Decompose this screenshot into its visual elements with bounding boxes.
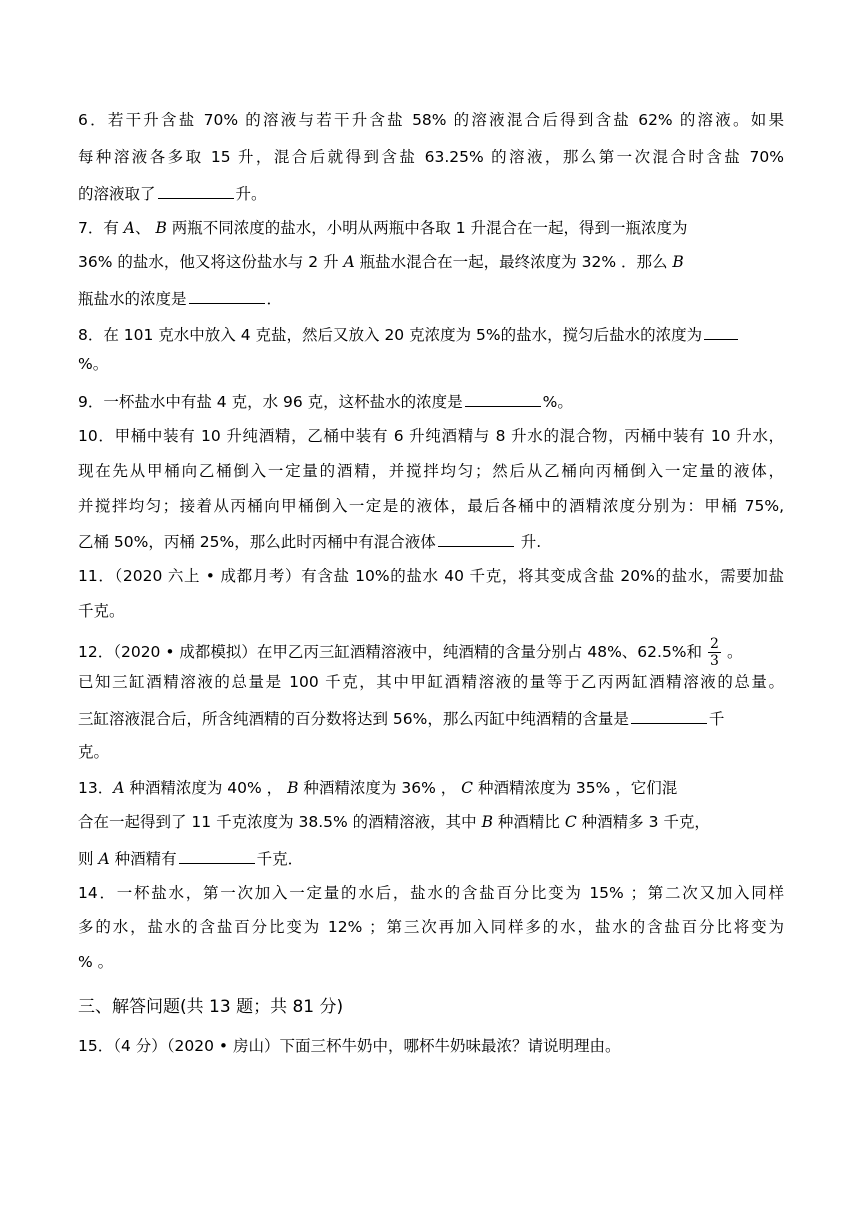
question-13-line-1: 13．A 种酒精浓度为 40% ， B 种酒精浓度为 36% ， C 种酒精浓度为 35% ，它们混: [78, 779, 678, 797]
question-12-line-2: 已知三缸酒精溶液的总量是 100 千克，其中甲缸酒精溶液的量等于乙丙两缸酒精溶液的总量。: [78, 673, 784, 691]
question-6-line-3: 的溶液取了 升。: [78, 182, 784, 204]
question-8-line-2: %。: [78, 355, 109, 373]
question-13-line-3: 则 A 种酒精有 千克．: [78, 847, 784, 869]
answer-blank[interactable]: [465, 390, 541, 407]
question-14-line-2: 多的水，盐水的含盐百分比变为 12% ；第三次再加入同样多的水，盐水的含盐百分比将变为: [78, 918, 784, 936]
question-10-line-4: 乙桶 50%，丙桶 25%，那么此时丙桶中有混合液体 升.: [78, 530, 784, 552]
section-title: 三、解答问题(共 13 题；共 81 分): [78, 997, 344, 1017]
question-10-line-2: 现在先从甲桶向乙桶倒入一定量的酒精，并搅拌均匀；然后从乙桶向丙桶倒入一定量的液体，: [78, 462, 784, 480]
question-10-line-3: 并搅拌均匀；接着从丙桶向甲桶倒入一定是的液体，最后各桶中的酒精浓度分别为：甲桶 75%,: [78, 497, 784, 515]
question-9: 9．一杯盐水中有盐 4 克，水 96 克，这杯盐水的浓度是 %。: [78, 390, 784, 412]
question-13-line-2: 合在一起得到了 11 千克浓度为 38.5% 的酒精溶液，其中 B 种酒精比 C 种酒精多 3 千克，: [78, 813, 710, 831]
question-10-line-1: 10．甲桶中装有 10 升纯酒精，乙桶中装有 6 升纯酒精与 8 升水的混合物，丙桶中装有 10 升水，: [78, 427, 784, 445]
question-12-line-3: 三缸溶液混合后，所含纯酒精的百分数将达到 56%，那么丙缸中纯酒精的含量是 千: [78, 707, 784, 729]
question-7-line-3: 瓶盐水的浓度是 ．: [78, 287, 784, 309]
question-6-line-1: 6．若干升含盐 70% 的溶液与若干升含盐 58% 的溶液混合后得到含盐 62% 的溶液。如果: [78, 111, 784, 129]
question-8-line-1: 8．在 101 克水中放入 4 克盐，然后又放入 20 克浓度为 5%的盐水，搅匀后盐水的浓度为: [78, 323, 784, 345]
answer-blank[interactable]: [704, 323, 738, 340]
question-14-line-3: % 。: [78, 953, 114, 971]
question-15-line-1: 15．（4 分）（2020 • 房山）下面三杯牛奶中，哪杯牛奶味最浓？请说明理由。: [78, 1037, 621, 1055]
fraction: $\frac{2}{3}$: [710, 636, 719, 669]
answer-blank[interactable]: [631, 707, 707, 724]
question-7-line-2: 36% 的盐水，他又将这份盐水与 2 升 A 瓶盐水混合在一起，最终浓度为 32% ．那么 B: [78, 253, 684, 271]
question-11-line-2: 千克。: [78, 602, 125, 620]
question-12-line-1: 12．（2020 • 成都模拟）在甲乙丙三缸酒精溶液中，纯酒精的含量分别占 48%、62.5%和 $\frac{2}{3}$ 。: [78, 636, 743, 669]
answer-blank[interactable]: [158, 182, 234, 199]
question-11-line-1: 11．（2020 六上 • 成都月考）有含盐 10%的盐水 40 千克，将其变成含盐 20%的盐水，需要加盐: [78, 567, 784, 585]
question-6-line-2: 每种溶液各多取 15 升，混合后就得到含盐 63.25% 的溶液，那么第一次混合时含盐 70%: [78, 148, 784, 166]
question-12-line-4: 克。: [78, 743, 110, 761]
question-7-line-1: 7．有 A、 B 两瓶不同浓度的盐水，小明从两瓶中各取 1 升混合在一起，得到一瓶浓度为: [78, 219, 688, 237]
answer-blank[interactable]: [438, 530, 514, 547]
question-14-line-1: 14．一杯盐水，第一次加入一定量的水后，盐水的含盐百分比变为 15% ；第二次又加入同样: [78, 884, 784, 902]
answer-blank[interactable]: [179, 847, 255, 864]
answer-blank[interactable]: [189, 287, 265, 304]
